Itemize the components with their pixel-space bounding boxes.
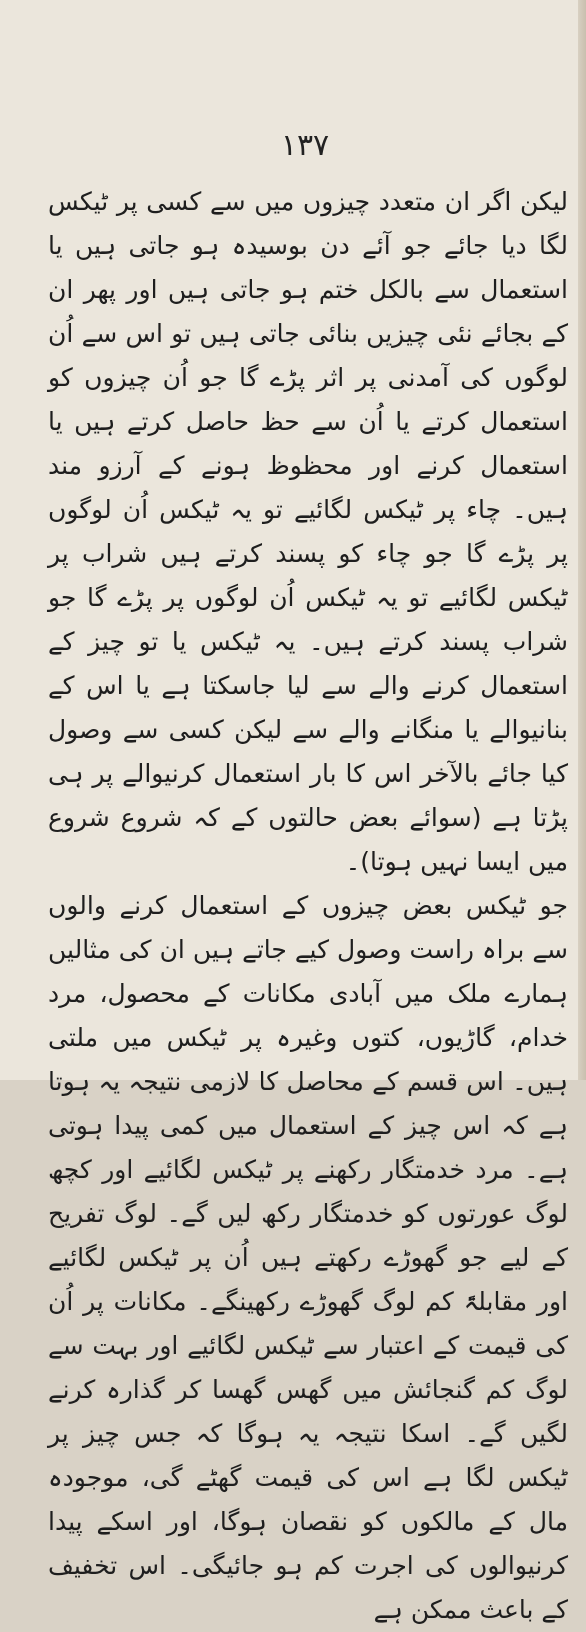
- page-number: ۱۳۷: [280, 128, 330, 163]
- paragraph-1: لیکن اگر ان متعدد چیزوں میں سے کسی پر ٹیکس لگا دیا جائے جو آئے دن بوسیدہ ہو جاتی ہیں یا استعمال سے بالکل ختم ہو جاتی ہیں اور پھر ان کے بجائے نئی چیزیں بنائی جاتی ہیں تو اس سے اُن لوگوں کی آمدنی پر اثر پڑے گا جو اُن چیزوں کو استعمال کرتے یا اُن سے حظ حاصل کرتے ہیں یا استعمال کرنے اور محظوظ ہونے کے آرزو مند ہیں۔ چاء پر ٹیکس لگائیے تو یہ ٹیکس اُن لوگوں پر پڑے گا جو چاء کو پسند کرتے ہیں شراب پر ٹیکس لگائیے تو یہ ٹیکس اُن لوگوں پر پڑے گا جو شراب پسند کرتے ہیں۔ یہ ٹیکس یا تو چیز کے استعمال کرنے والے سے لیا جاسکتا ہے یا اس کے بنانیوالے یا منگانے والے سے لیکن کسی سے وصول کیا جائے بالآخر اس کا بار استعمال کرنیوالے پر ہی پڑتا ہے (سوائے بعض حالتوں کے کہ شروع شروع میں ایسا نہیں ہوتا)۔: [48, 187, 568, 876]
- page-edge: [578, 0, 586, 1080]
- page-body-text: [48, 180, 568, 1624]
- paragraph-2: جو ٹیکس بعض چیزوں کے استعمال کرنے والوں سے براہ راست وصول کیے جاتے ہیں ان کی مثالیں ہمارے ملک میں آبادی مکانات کے محصول، مرد خدام، گاڑیوں، کتوں وغیرہ پر ٹیکس میں ملتی ہیں۔ اس قسم کے محاصل کا لازمی نتیجہ یہ ہوتا ہے کہ اس چیز کے استعمال میں کمی پیدا ہوتی ہے۔ مرد خدمتگار رکھنے پر ٹیکس لگائیے اور کچھ لوگ عورتوں کو خدمتگار رکھ لیں گے۔ لوگ تفریح کے لیے جو گھوڑے رکھتے ہیں اُن پر ٹیکس لگائیے اور مقابلۃً کم لوگ گھوڑے رکھینگے۔ مکانات پر اُن کی قیمت کے اعتبار سے ٹیکس لگائیے اور بہت سے لوگ کم گنجائش میں گھس گھسا کر گذارہ کرنے لگیں گے۔ اسکا نتیجہ یہ ہوگا کہ جس چیز پر ٹیکس لگا ہے اس کی قیمت گھٹے گی، موجودہ مال کے مالکوں کو نقصان ہوگا، اور اسکے پیدا کرنیوالوں کی اجرت کم ہو جائیگی۔ اس تخفیف کے باعث ممکن ہے: [48, 891, 568, 1624]
